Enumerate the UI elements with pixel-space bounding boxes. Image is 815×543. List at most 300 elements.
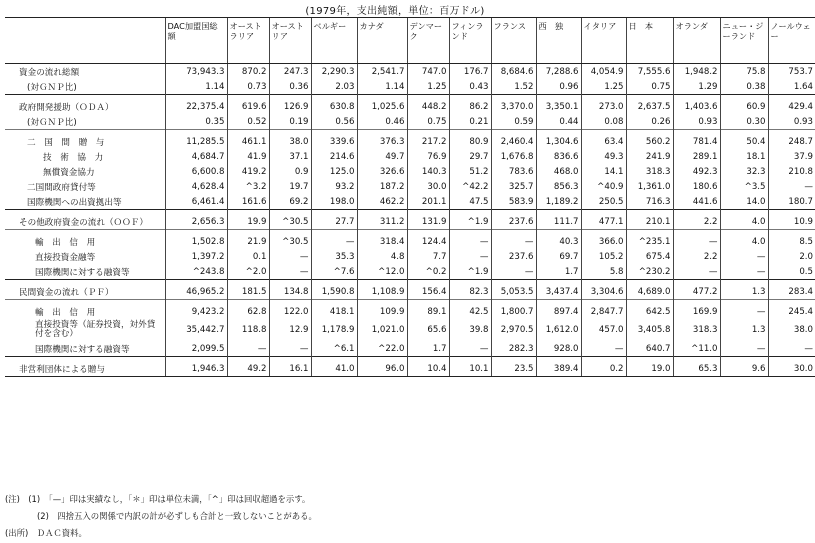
value-cell: — [720, 249, 768, 264]
row-label: 国際機関に対する融資等 [35, 344, 130, 355]
value-cell: 836.6 [536, 149, 581, 164]
value-cell: 0.46 [357, 114, 407, 130]
value-cell: 131.9 [407, 214, 449, 230]
row-label: 輸 出 信 用 [35, 237, 96, 248]
value-cell: 0.30 [720, 114, 768, 130]
col-netherlands: オランダ [673, 18, 720, 64]
value-cell: ^235.1 [626, 234, 673, 249]
row-label: 国際機関への出資拠出等 [27, 197, 122, 208]
col-new-zealand: ニュー・ジーランド [720, 18, 768, 64]
table-row [5, 284, 815, 300]
value-cell: 461.1 [227, 134, 269, 149]
value-cell: 311.2 [357, 214, 407, 230]
value-cell: 325.7 [491, 179, 536, 194]
value-cell: 1,361.0 [626, 179, 673, 194]
value-cell: 23.5 [491, 361, 536, 377]
col-france: フランス [491, 18, 536, 64]
value-cell: 10.9 [768, 214, 815, 230]
value-cell: 65.3 [673, 361, 720, 377]
value-cell: 1,403.6 [673, 99, 720, 114]
value-cell: — [449, 234, 491, 249]
row-label: 輸 出 信 用 [35, 307, 96, 318]
value-cell: 0.56 [311, 114, 357, 130]
value-cell: 109.9 [357, 304, 407, 319]
row-label: 二 国 間 贈 与 [27, 137, 105, 148]
value-cell: 38.0 [269, 134, 311, 149]
value-cell: 0.9 [269, 164, 311, 179]
value-cell: 82.3 [449, 284, 491, 300]
row-label: 技 術 協 力 [43, 152, 104, 163]
value-cell: 7.7 [407, 249, 449, 264]
value-cell: 6,461.4 [165, 194, 227, 210]
value-cell: 2,290.3 [311, 64, 357, 80]
value-cell: 63.4 [581, 134, 626, 149]
col-finland: フィンランド [449, 18, 491, 64]
value-cell: 1,612.0 [536, 319, 581, 341]
value-cell: 366.0 [581, 234, 626, 249]
value-cell: 0.08 [581, 114, 626, 130]
value-cell: 1.14 [165, 79, 227, 95]
value-cell: 37.9 [768, 149, 815, 164]
value-cell: 122.0 [269, 304, 311, 319]
value-cell: 201.1 [407, 194, 449, 210]
value-cell: 11,285.5 [165, 134, 227, 149]
value-cell: ^30.5 [269, 234, 311, 249]
value-cell: 49.2 [227, 361, 269, 377]
value-cell: 0.35 [165, 114, 227, 130]
value-cell: 1,304.6 [536, 134, 581, 149]
value-cell: 2,637.5 [626, 99, 673, 114]
value-cell: 1.7 [407, 341, 449, 357]
value-cell: 93.2 [311, 179, 357, 194]
value-cell: 2.2 [673, 214, 720, 230]
table-row [5, 304, 815, 319]
value-cell: 124.4 [407, 234, 449, 249]
value-cell: 49.7 [357, 149, 407, 164]
value-cell: 21.9 [227, 234, 269, 249]
value-cell: 0.75 [407, 114, 449, 130]
value-cell: 69.2 [269, 194, 311, 210]
value-cell: 2,656.3 [165, 214, 227, 230]
value-cell: 4.8 [357, 249, 407, 264]
value-cell: ^22.0 [357, 341, 407, 357]
value-cell: 65.6 [407, 319, 449, 341]
value-cell: 1,800.7 [491, 304, 536, 319]
col-austria: オーストリア [269, 18, 311, 64]
value-cell: 289.1 [673, 149, 720, 164]
row-label: 直接投資等（証券投資，対外貸付を含む） [35, 320, 156, 339]
value-cell: 10.1 [449, 361, 491, 377]
value-cell: 4.0 [720, 234, 768, 249]
value-cell: 96.0 [357, 361, 407, 377]
value-cell: 3,350.1 [536, 99, 581, 114]
value-cell: 176.7 [449, 64, 491, 80]
source-note: (出所) ＤＡＣ資料。 [5, 528, 87, 538]
value-cell: 282.3 [491, 341, 536, 357]
value-cell: 418.1 [311, 304, 357, 319]
value-cell: 1.3 [720, 284, 768, 300]
value-cell: 897.4 [536, 304, 581, 319]
row-label: 資金の流れ総額 [5, 64, 165, 80]
value-cell: 429.4 [768, 99, 815, 114]
value-cell: 928.0 [536, 341, 581, 357]
value-cell: — [720, 341, 768, 357]
header-blank [5, 18, 165, 64]
table-caption: (1979年，支出純額，単位：百万ドル) [305, 6, 485, 17]
row-label: (対ＧＮＰ比) [27, 117, 77, 128]
value-cell: 468.0 [536, 164, 581, 179]
value-cell: ^40.9 [581, 179, 626, 194]
value-cell: 0.43 [449, 79, 491, 95]
value-cell: 0.2 [581, 361, 626, 377]
value-cell: 69.7 [536, 249, 581, 264]
value-cell: 326.6 [357, 164, 407, 179]
value-cell: — [311, 234, 357, 249]
value-cell: 27.7 [311, 214, 357, 230]
table-row [5, 179, 815, 194]
value-cell: 1.25 [581, 79, 626, 95]
value-cell: 462.2 [357, 194, 407, 210]
value-cell: 125.0 [311, 164, 357, 179]
value-cell: 0.93 [768, 114, 815, 130]
value-cell: 0.26 [626, 114, 673, 130]
value-cell: 619.6 [227, 99, 269, 114]
value-cell: — [449, 341, 491, 357]
header-row [5, 18, 815, 64]
value-cell: 86.2 [449, 99, 491, 114]
value-cell: 273.0 [581, 99, 626, 114]
value-cell: 1.14 [357, 79, 407, 95]
value-cell: 9.6 [720, 361, 768, 377]
value-cell: 630.8 [311, 99, 357, 114]
value-cell: 14.0 [720, 194, 768, 210]
value-cell: 753.7 [768, 64, 815, 80]
value-cell: 2.0 [768, 249, 815, 264]
value-cell: ^243.8 [165, 264, 227, 280]
value-cell: 126.9 [269, 99, 311, 114]
value-cell: 8,684.6 [491, 64, 536, 80]
value-cell: 1.25 [407, 79, 449, 95]
value-cell: 477.2 [673, 284, 720, 300]
value-cell: 118.8 [227, 319, 269, 341]
value-cell: 419.2 [227, 164, 269, 179]
value-cell: 448.2 [407, 99, 449, 114]
value-cell: 4,684.7 [165, 149, 227, 164]
value-cell: 640.7 [626, 341, 673, 357]
col-australia: オーストラリア [227, 18, 269, 64]
value-cell: — [269, 264, 311, 280]
value-cell: 642.5 [626, 304, 673, 319]
value-cell: ^1.9 [449, 264, 491, 280]
table-row [5, 99, 815, 114]
value-cell: 18.1 [720, 149, 768, 164]
value-cell: 49.3 [581, 149, 626, 164]
value-cell: — [768, 341, 815, 357]
value-cell: 161.6 [227, 194, 269, 210]
value-cell: 19.9 [227, 214, 269, 230]
value-cell: 318.3 [673, 319, 720, 341]
value-cell: ^1.9 [449, 214, 491, 230]
value-cell: 1,590.8 [311, 284, 357, 300]
value-cell: 870.2 [227, 64, 269, 80]
value-cell: 9,423.2 [165, 304, 227, 319]
col-west-germany: 西 独 [536, 18, 581, 64]
value-cell: 560.2 [626, 134, 673, 149]
row-label: 国際機関に対する融資等 [35, 267, 130, 278]
value-cell: — [269, 341, 311, 357]
value-cell: 237.6 [491, 249, 536, 264]
value-cell: 0.21 [449, 114, 491, 130]
value-cell: ^0.2 [407, 264, 449, 280]
value-cell: 2,541.7 [357, 64, 407, 80]
value-cell: ^3.5 [720, 179, 768, 194]
value-cell: ^6.1 [311, 341, 357, 357]
value-cell: 89.1 [407, 304, 449, 319]
value-cell: 134.8 [269, 284, 311, 300]
value-cell: 492.3 [673, 164, 720, 179]
value-cell: 2,847.7 [581, 304, 626, 319]
value-cell: 4.0 [720, 214, 768, 230]
value-cell: 0.44 [536, 114, 581, 130]
value-cell: ^30.5 [269, 214, 311, 230]
value-cell: 2.2 [673, 249, 720, 264]
table-row [5, 79, 815, 95]
value-cell: 250.5 [581, 194, 626, 210]
value-cell: 1,946.3 [165, 361, 227, 377]
value-cell: 1.52 [491, 79, 536, 95]
value-cell: 0.38 [720, 79, 768, 95]
value-cell: 0.73 [227, 79, 269, 95]
value-cell: 457.0 [581, 319, 626, 341]
value-cell: 1.64 [768, 79, 815, 95]
value-cell: 0.75 [626, 79, 673, 95]
value-cell: 3,304.6 [581, 284, 626, 300]
col-norway: ノールウェー [768, 18, 815, 64]
value-cell: 10.4 [407, 361, 449, 377]
value-cell: 3,437.4 [536, 284, 581, 300]
table-row [5, 114, 815, 130]
value-cell: 51.2 [449, 164, 491, 179]
col-dac-total: DAC加盟国総額 [165, 18, 227, 64]
value-cell: 39.8 [449, 319, 491, 341]
value-cell: ^11.0 [673, 341, 720, 357]
table-row [5, 264, 815, 280]
row-label: その他政府資金の流れ（ＯＯＦ） [19, 217, 148, 228]
value-cell: 105.2 [581, 249, 626, 264]
value-cell: 180.7 [768, 194, 815, 210]
value-cell: 1,397.2 [165, 249, 227, 264]
flow-table [5, 17, 815, 377]
value-cell: 441.6 [673, 194, 720, 210]
row-label: (対ＧＮＰ比) [27, 82, 77, 93]
table-row [5, 164, 815, 179]
table-row [5, 64, 815, 80]
value-cell: 47.5 [449, 194, 491, 210]
value-cell: 62.8 [227, 304, 269, 319]
row-label: 非営利団体による贈与 [5, 361, 165, 377]
value-cell: 35,442.7 [165, 319, 227, 341]
value-cell: 35.3 [311, 249, 357, 264]
value-cell: 19.0 [626, 361, 673, 377]
value-cell: 217.2 [407, 134, 449, 149]
value-cell: ^3.2 [227, 179, 269, 194]
value-cell: 37.1 [269, 149, 311, 164]
row-label: 二国間政府貸付等 [27, 182, 96, 193]
value-cell: 80.9 [449, 134, 491, 149]
value-cell: ^7.6 [311, 264, 357, 280]
value-cell: 60.9 [720, 99, 768, 114]
value-cell: 747.0 [407, 64, 449, 80]
value-cell: — [269, 249, 311, 264]
value-cell: 22,375.4 [165, 99, 227, 114]
value-cell: 76.9 [407, 149, 449, 164]
value-cell: 0.19 [269, 114, 311, 130]
value-cell: 40.3 [536, 234, 581, 249]
table-row [5, 214, 815, 230]
value-cell: — [581, 341, 626, 357]
value-cell: 3,370.0 [491, 99, 536, 114]
value-cell: 0.5 [768, 264, 815, 280]
value-cell: 198.0 [311, 194, 357, 210]
value-cell: 4,689.0 [626, 284, 673, 300]
col-canada: カナダ [357, 18, 407, 64]
value-cell: 339.6 [311, 134, 357, 149]
value-cell: 247.3 [269, 64, 311, 80]
value-cell: 41.9 [227, 149, 269, 164]
value-cell: — [673, 234, 720, 249]
value-cell: 1,025.6 [357, 99, 407, 114]
value-cell: 1,178.9 [311, 319, 357, 341]
value-cell: — [449, 249, 491, 264]
value-cell: — [768, 179, 815, 194]
value-cell: 1,021.0 [357, 319, 407, 341]
table-row [5, 134, 815, 149]
value-cell: ^230.2 [626, 264, 673, 280]
value-cell: 210.8 [768, 164, 815, 179]
value-cell: 2,970.5 [491, 319, 536, 341]
value-cell: — [720, 304, 768, 319]
value-cell: 75.8 [720, 64, 768, 80]
note-2: (2) 四捨五入の関係で内訳の計が必ずしも合計と一致しないことがある。 [37, 511, 317, 521]
table-row [5, 341, 815, 357]
value-cell: 181.5 [227, 284, 269, 300]
value-cell: 7,555.6 [626, 64, 673, 80]
note-1: (注) (1) 「—」印は実績なし，「＊」印は単位未満，「^」印は回収超過を示す。 [5, 494, 311, 504]
value-cell: 7,288.6 [536, 64, 581, 80]
value-cell: 38.0 [768, 319, 815, 341]
value-cell: 241.9 [626, 149, 673, 164]
value-cell: 248.7 [768, 134, 815, 149]
value-cell: ^12.0 [357, 264, 407, 280]
value-cell: 389.4 [536, 361, 581, 377]
value-cell: — [720, 264, 768, 280]
value-cell: 8.5 [768, 234, 815, 249]
value-cell: 41.0 [311, 361, 357, 377]
col-denmark: デンマーク [407, 18, 449, 64]
value-cell: 237.6 [491, 214, 536, 230]
value-cell: 14.1 [581, 164, 626, 179]
value-cell: 477.1 [581, 214, 626, 230]
value-cell: — [227, 341, 269, 357]
value-cell: 156.4 [407, 284, 449, 300]
value-cell: 1,189.2 [536, 194, 581, 210]
table-row [5, 319, 815, 341]
value-cell: 1,948.2 [673, 64, 720, 80]
value-cell: 318.4 [357, 234, 407, 249]
value-cell: 781.4 [673, 134, 720, 149]
row-label: 無償資金協力 [43, 167, 95, 178]
value-cell: 6,600.8 [165, 164, 227, 179]
value-cell: 1,676.8 [491, 149, 536, 164]
value-cell: ^42.2 [449, 179, 491, 194]
value-cell: 0.36 [269, 79, 311, 95]
value-cell: 856.3 [536, 179, 581, 194]
value-cell: 4,054.9 [581, 64, 626, 80]
value-cell: — [491, 264, 536, 280]
value-cell: — [491, 234, 536, 249]
value-cell: 5,053.5 [491, 284, 536, 300]
col-japan: 日 本 [626, 18, 673, 64]
value-cell: — [673, 264, 720, 280]
value-cell: 376.3 [357, 134, 407, 149]
table-row [5, 194, 815, 210]
value-cell: 583.9 [491, 194, 536, 210]
value-cell: 0.96 [536, 79, 581, 95]
value-cell: 0.52 [227, 114, 269, 130]
value-cell: 210.1 [626, 214, 673, 230]
row-label: 直接投資金融等 [35, 252, 96, 263]
value-cell: 169.9 [673, 304, 720, 319]
value-cell: 0.59 [491, 114, 536, 130]
value-cell: 0.1 [227, 249, 269, 264]
value-cell: 19.7 [269, 179, 311, 194]
value-cell: 3,405.8 [626, 319, 673, 341]
value-cell: 1.3 [720, 319, 768, 341]
value-cell: 111.7 [536, 214, 581, 230]
table-row [5, 361, 815, 377]
value-cell: 140.3 [407, 164, 449, 179]
col-belgium: ベルギー [311, 18, 357, 64]
value-cell: 1,502.8 [165, 234, 227, 249]
value-cell: 180.6 [673, 179, 720, 194]
value-cell: 187.2 [357, 179, 407, 194]
value-cell: 2.03 [311, 79, 357, 95]
value-cell: 245.4 [768, 304, 815, 319]
value-cell: 29.7 [449, 149, 491, 164]
value-cell: 783.6 [491, 164, 536, 179]
table-row [5, 149, 815, 164]
value-cell: 283.4 [768, 284, 815, 300]
value-cell: 30.0 [407, 179, 449, 194]
row-label: 政府開発援助（ＯＤＡ） [19, 102, 114, 113]
value-cell: 12.9 [269, 319, 311, 341]
value-cell: 32.3 [720, 164, 768, 179]
value-cell: 42.5 [449, 304, 491, 319]
table-row [5, 249, 815, 264]
value-cell: 50.4 [720, 134, 768, 149]
value-cell: 2,460.4 [491, 134, 536, 149]
value-cell: 46,965.2 [165, 284, 227, 300]
col-italy: イタリア [581, 18, 626, 64]
value-cell: ^2.0 [227, 264, 269, 280]
value-cell: 214.6 [311, 149, 357, 164]
value-cell: 5.8 [581, 264, 626, 280]
row-label: 民間資金の流れ（ＰＦ） [19, 287, 114, 298]
value-cell: 2,099.5 [165, 341, 227, 357]
value-cell: 0.93 [673, 114, 720, 130]
value-cell: 4,628.4 [165, 179, 227, 194]
value-cell: 675.4 [626, 249, 673, 264]
